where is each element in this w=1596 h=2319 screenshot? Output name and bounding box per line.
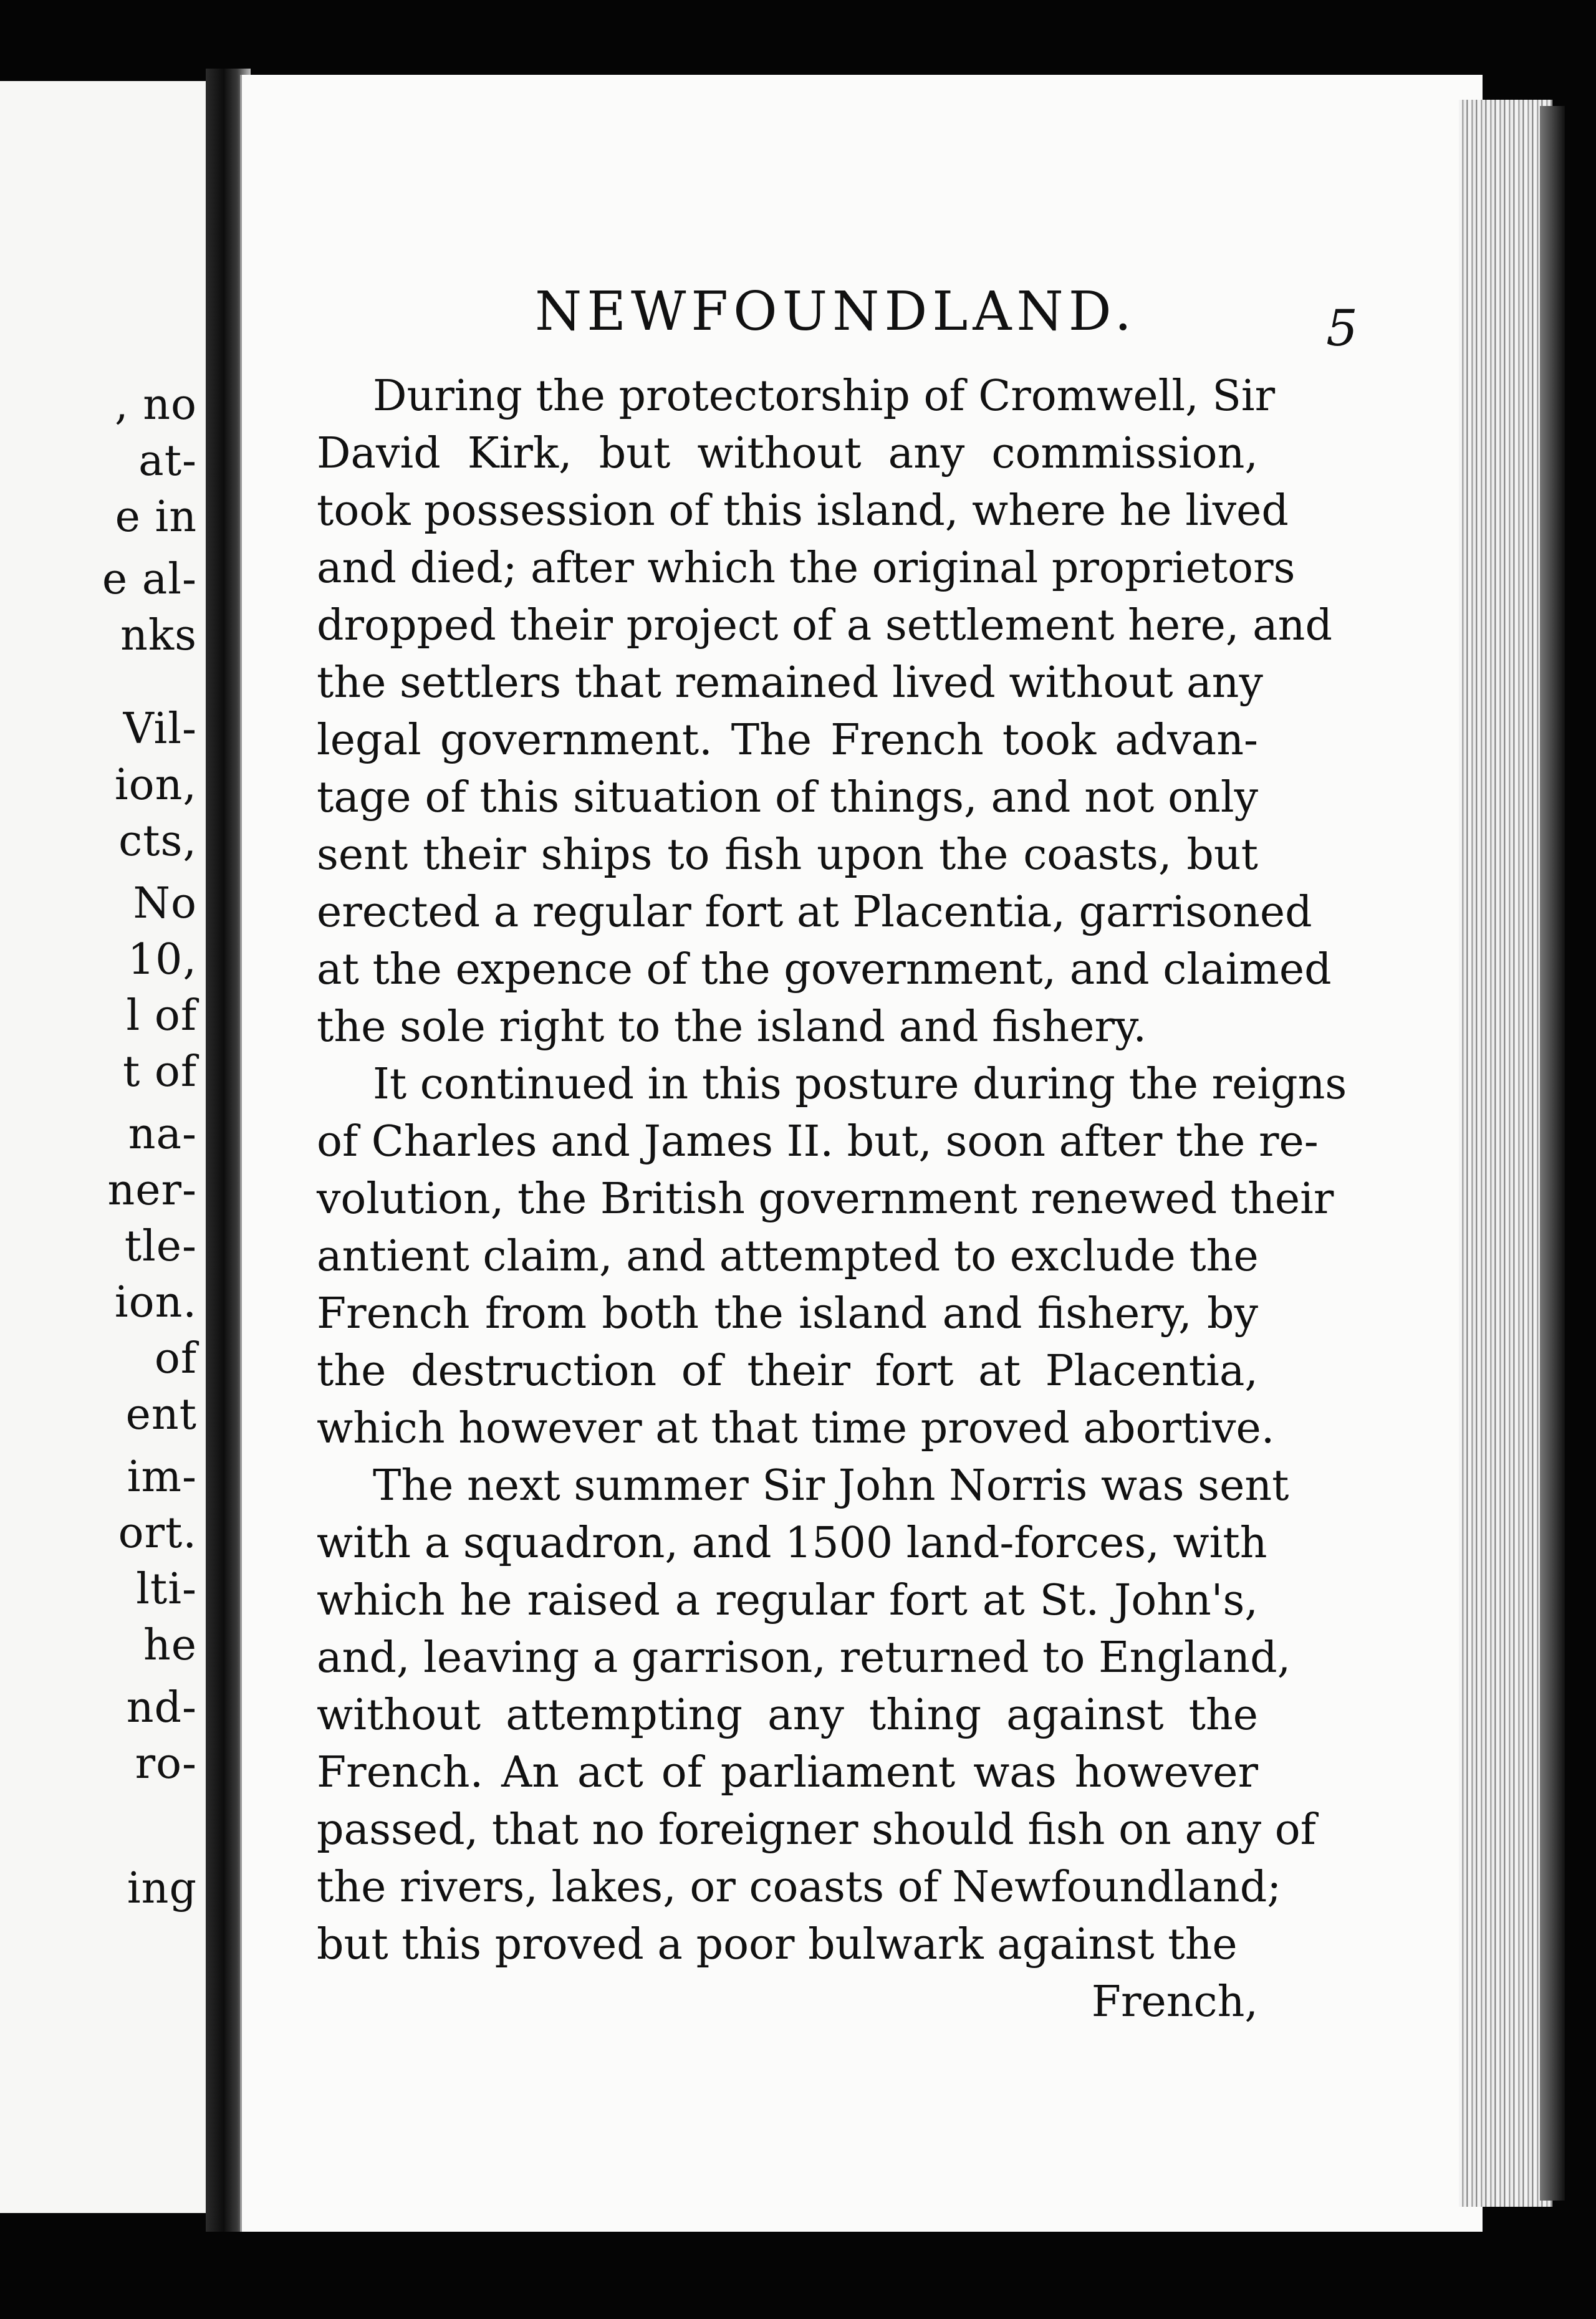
left-page-fragment: t of	[122, 1047, 197, 1097]
left-page-fragment: ion,	[114, 761, 197, 810]
text-line: antient claim, and attempted to exclude the	[317, 1232, 1259, 1281]
text-line: The next summer Sir John Norris was sent	[373, 1461, 1289, 1510]
text-line: David Kirk, but without any commission,	[317, 429, 1258, 478]
text-line: French from both the island and fishery, by	[317, 1289, 1258, 1338]
left-page-fragment: e al-	[102, 555, 197, 604]
left-page-fragment: ion.	[114, 1278, 197, 1327]
text-line: sent their ships to fish upon the coasts, but	[317, 830, 1258, 880]
page-edges	[1459, 100, 1552, 2207]
left-page-fragment: of	[154, 1334, 197, 1383]
text-line: French. An act of parliament was however	[317, 1748, 1258, 1797]
left-page-fragment: , no	[115, 380, 197, 430]
left-page-fragment: e in	[115, 492, 197, 542]
left-page-fragment: ing	[127, 1864, 197, 1913]
page-number: 5	[1326, 299, 1358, 357]
text-line: and died; after which the original proprietors	[317, 544, 1296, 593]
left-page	[0, 81, 207, 2213]
text-line: dropped their project of a settlement here, and	[317, 601, 1332, 650]
left-page-text	[0, 81, 206, 2213]
left-page-fragment: No	[133, 879, 197, 928]
text-line: During the protectorship of Cromwell, Sir	[373, 372, 1276, 421]
left-page-fragment: lti-	[136, 1565, 197, 1614]
text-line: without attempting any thing against the	[317, 1691, 1258, 1740]
left-page-fragment: im-	[127, 1452, 197, 1502]
text-line: the rivers, lakes, or coasts of Newfoundland;	[317, 1863, 1282, 1912]
text-line: of Charles and James II. but, soon after the re-	[317, 1117, 1319, 1166]
text-line: the settlers that remained lived without any	[317, 658, 1263, 708]
left-page-fragment: ro-	[135, 1739, 197, 1788]
left-page-fragment: ner-	[107, 1166, 197, 1215]
text-line: which he raised a regular fort at St. John's,	[317, 1576, 1258, 1625]
left-page-fragment: at-	[138, 436, 197, 486]
left-page-fragment: 10,	[127, 935, 197, 984]
left-page-fragment: nks	[120, 611, 197, 660]
edge-shadow	[1540, 106, 1565, 2201]
text-line: legal government. The French took advan-	[317, 716, 1258, 765]
text-line: but this proved a poor bulwark against the	[317, 1920, 1238, 1969]
left-page-fragment: tle-	[124, 1222, 197, 1271]
left-page-fragment: ent	[125, 1390, 197, 1439]
text-line: at the expence of the government, and claimed	[317, 945, 1332, 994]
left-page-fragment: l of	[126, 991, 197, 1040]
text-line: erected a regular fort at Placentia, garrisoned	[317, 888, 1312, 937]
catchword: French,	[1091, 1977, 1258, 2027]
left-page-fragment: he	[143, 1621, 197, 1670]
text-line: the sole right to the island and fishery.	[317, 1002, 1147, 1052]
left-page-fragment: ort.	[118, 1509, 197, 1558]
page-header	[385, 281, 1358, 355]
text-line: the destruction of their fort at Placentia,	[317, 1347, 1258, 1396]
text-line: with a squadron, and 1500 land-forces, with	[317, 1519, 1267, 1568]
left-page-fragment: cts,	[118, 817, 197, 866]
text-line: and, leaving a garrison, returned to England,	[317, 1633, 1291, 1683]
text-line: tage of this situation of things, and not only	[317, 773, 1258, 822]
left-page-fragment: Vil-	[123, 704, 197, 754]
text-line: passed, that no foreigner should fish on any of	[317, 1805, 1316, 1855]
text-line: It continued in this posture during the reigns	[373, 1060, 1347, 1109]
text-line: took possession of this island, where he lived	[317, 486, 1289, 535]
text-line: volution, the British government renewed their	[317, 1174, 1334, 1224]
body-text	[317, 368, 1347, 2031]
running-head: NEWFOUNDLAND.	[535, 281, 1137, 343]
text-line: which however at that time proved abortive.	[317, 1404, 1275, 1453]
left-page-fragment: nd-	[126, 1683, 197, 1732]
left-page-fragment: na-	[128, 1110, 197, 1159]
main-page	[240, 75, 1483, 2232]
